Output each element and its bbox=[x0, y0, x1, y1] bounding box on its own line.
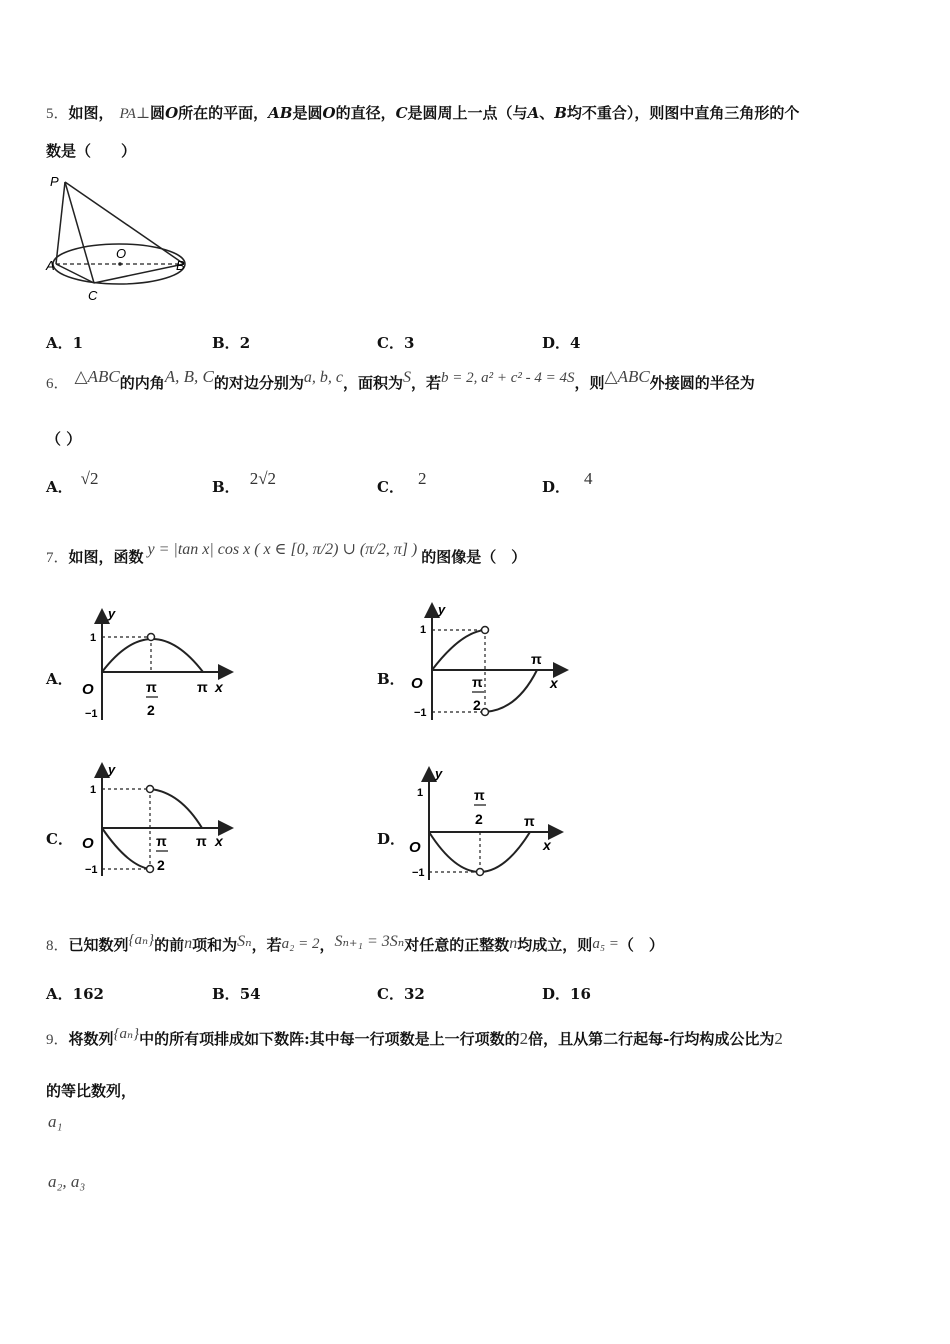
origin-label: O bbox=[411, 675, 423, 692]
q6-line1: 6． △ABC的内角A, B, C的对边分别为a, b, c，面积为S，若b = 2, a² + c² - 4 = 4S，则△ABC外接圆的半径为 bbox=[46, 367, 755, 392]
tick-one: 1 bbox=[90, 784, 97, 796]
pi-half-bottom: 2 bbox=[147, 702, 155, 718]
tick-one: 1 bbox=[417, 787, 424, 799]
q7-graph-a bbox=[78, 602, 243, 727]
tick-neg-one: −1 bbox=[85, 864, 98, 876]
q7-line1: 7．如图，函数 y = |tan x| cos x ( x ∈ [0, π/2) ∪ (π/2, π] ) 的图像是（ ） bbox=[46, 541, 527, 566]
label-c: C bbox=[88, 288, 98, 303]
pi-half-bottom: 2 bbox=[475, 811, 483, 827]
label-a: A bbox=[46, 258, 55, 273]
q5-line1: 5．如图， PA⊥圆O所在的平面，AB是圆O的直径，C是圆周上一点（与A、B均不重合），则图中直角三角形的个 bbox=[46, 104, 800, 122]
x-axis-label: x bbox=[215, 679, 223, 695]
q8-option-b: B．54 bbox=[212, 985, 261, 1003]
pi-label: π bbox=[197, 679, 208, 695]
label-b: B bbox=[176, 258, 185, 273]
q7-option-a-label: A． bbox=[46, 670, 73, 688]
q6-line2: （ ） bbox=[46, 430, 82, 448]
tick-neg-one: −1 bbox=[85, 708, 98, 720]
q7-graph-d bbox=[405, 762, 570, 887]
origin-label: O bbox=[409, 839, 421, 856]
y-axis-label: y bbox=[108, 762, 116, 777]
q8-line1: 8．已知数列{aₙ}的前n项和为Sₙ，若a₂ = 2，Sₙ₊₁ = 3Sₙ对任意的正整数n均成立，则a₅ =（ ） bbox=[46, 932, 664, 954]
origin-label: O bbox=[82, 835, 94, 852]
tick-neg-one: −1 bbox=[414, 707, 427, 719]
y-axis-label: y bbox=[438, 602, 446, 617]
q6-option-b: B． 2√2 bbox=[212, 469, 277, 496]
origin-label: O bbox=[82, 681, 94, 698]
q8-option-a: A．162 bbox=[46, 985, 104, 1003]
q8-option-c: C．32 bbox=[377, 985, 425, 1003]
x-axis-label: x bbox=[550, 675, 558, 691]
label-p: P bbox=[50, 174, 59, 189]
q9-array-row1: a₁ bbox=[48, 1112, 63, 1131]
q5-option-b: B．2 bbox=[212, 334, 251, 352]
q5-option-c: C．3 bbox=[377, 334, 415, 352]
y-axis-label: y bbox=[435, 766, 443, 781]
q8-option-d: D．16 bbox=[542, 985, 591, 1003]
q7-option-c-label: C． bbox=[46, 830, 73, 848]
q9-line1: 9．将数列{aₙ}中的所有项排成如下数阵:其中每一行项数是上一行项数的2倍，且从第二行起每-行均构成公比为2 bbox=[46, 1026, 783, 1048]
tick-one: 1 bbox=[90, 632, 97, 644]
q7-graph-b bbox=[405, 598, 575, 723]
q6-option-a: A． √2 bbox=[46, 469, 99, 496]
pi-label: π bbox=[196, 833, 207, 849]
pi-half-top: π bbox=[146, 679, 157, 695]
q7-option-b-label: B． bbox=[377, 670, 405, 688]
pi-half-top: π bbox=[474, 787, 485, 803]
q5-cone-figure bbox=[44, 172, 194, 307]
q6-option-d: D． 4 bbox=[542, 469, 593, 496]
pi-half-bottom: 2 bbox=[157, 857, 165, 873]
q5-option-d: D．4 bbox=[542, 334, 581, 352]
q5-option-a: A．1 bbox=[46, 334, 84, 352]
q5-line2: 数是（ ） bbox=[46, 142, 137, 160]
pi-half-top: π bbox=[156, 833, 167, 849]
q7-graph-c bbox=[78, 758, 243, 883]
q9-array-row2: a₂, a₃ bbox=[48, 1172, 86, 1191]
q7-option-d-label: D． bbox=[377, 830, 406, 848]
x-axis-label: x bbox=[215, 833, 223, 849]
tick-neg-one: −1 bbox=[412, 867, 425, 879]
pi-label: π bbox=[531, 651, 542, 667]
pi-half-bottom: 2 bbox=[473, 697, 481, 713]
label-o: O bbox=[116, 246, 127, 261]
pi-label: π bbox=[524, 813, 535, 829]
y-axis-label: y bbox=[108, 606, 116, 621]
tick-one: 1 bbox=[420, 624, 427, 636]
x-axis-label: x bbox=[543, 837, 551, 853]
pi-half-top: π bbox=[472, 674, 483, 690]
q6-option-c: C． 2 bbox=[377, 469, 427, 496]
q9-line2: 的等比数列， bbox=[46, 1082, 137, 1100]
